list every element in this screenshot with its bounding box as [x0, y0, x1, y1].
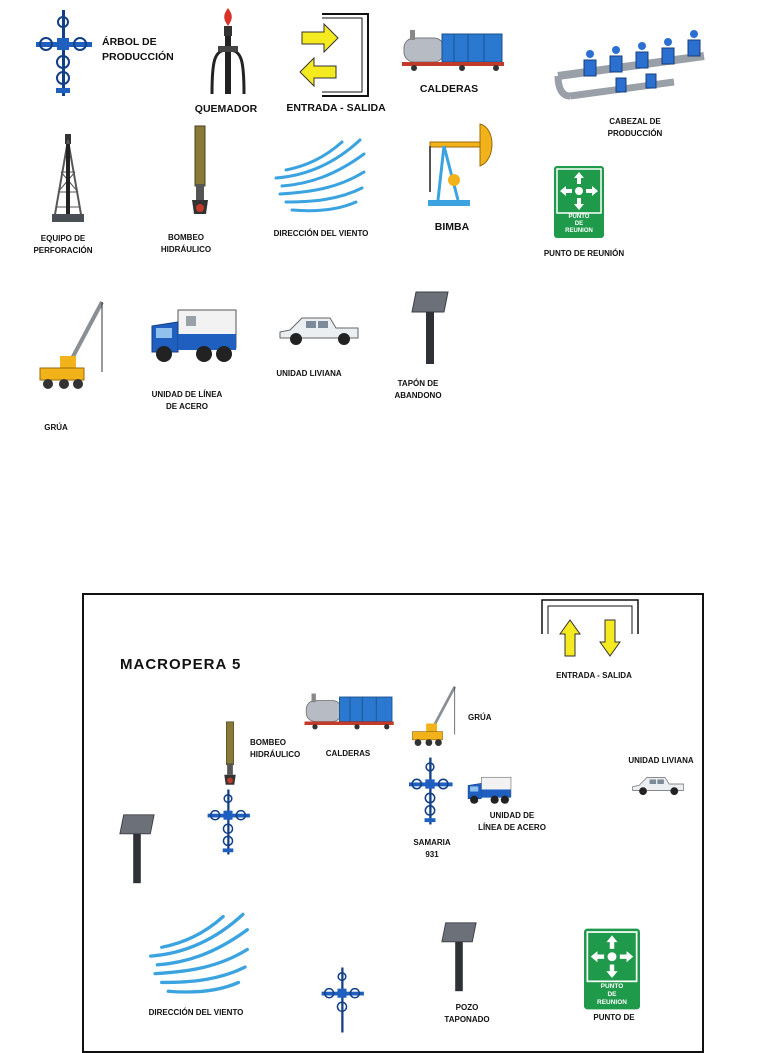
map-tapon-icon-left	[118, 812, 156, 886]
map-unidad-acero-icon	[466, 774, 512, 806]
map-entrada-salida-label: ENTRADA - SALIDA	[556, 671, 632, 680]
map-bombeo-icon	[220, 716, 240, 792]
legend-equipo-icon	[48, 132, 88, 224]
legend-cabezal-icon	[554, 26, 710, 106]
map-unidad-liviana-icon	[630, 772, 686, 796]
map-pozo-label: POZO TAPONADO	[444, 1003, 490, 1024]
legend-entrada-salida-label: ENTRADA - SALIDA	[286, 102, 386, 114]
legend-equipo-label: EQUIPO DE PERFORACIÓN	[33, 234, 93, 255]
map-punto-reunion-icon	[584, 928, 640, 1010]
map-viento-label: DIRECCIÓN DEL VIENTO	[148, 1008, 244, 1017]
legend-cabezal-label: CABEZAL DE PRODUCCIÓN	[607, 117, 663, 138]
legend-bimba-icon	[424, 120, 496, 210]
legend-viento-icon	[272, 136, 368, 218]
legend-bombeo-label: BOMBEO HIDRÁULICO	[160, 233, 212, 254]
legend-tapon-icon	[410, 290, 450, 366]
legend-punto-reunion-icon	[554, 166, 604, 238]
map-tapon-icon-pozo	[440, 920, 478, 994]
map-viento-icon	[144, 910, 254, 1000]
legend-viento-label: DIRECCIÓN DEL VIENTO	[273, 229, 369, 238]
legend-unidad-liviana-icon	[276, 310, 362, 346]
map-calderas-label: CALDERAS	[325, 749, 371, 758]
legend-calderas-label: CALDERAS	[419, 83, 479, 95]
legend-quemador-label: QUEMADOR	[194, 103, 258, 115]
map-arbol-icon-2	[316, 966, 368, 1024]
map-grua-label: GRÚA	[468, 713, 492, 722]
legend-arbol-label: ÁRBOL DE PRODUCCIÓN	[102, 36, 174, 63]
legend-tapon-label: TAPÓN DE ABANDONO	[394, 379, 442, 400]
map-grua-icon	[410, 684, 460, 748]
legend-calderas-icon	[402, 26, 506, 74]
map-bombeo-label: BOMBEO HIDRÁULICO	[250, 738, 301, 759]
map-title: MACROPERA 5	[120, 656, 242, 673]
map-samaria-label: SAMARIA 931	[413, 838, 451, 859]
legend-unidad-liviana-label: UNIDAD LIVIANA	[276, 369, 342, 378]
legend-entrada-salida-icon	[298, 12, 372, 98]
legend-grua-label: GRÚA	[44, 423, 68, 432]
map-unidad-acero-label: UNIDAD DE LÍNEA DE ACERO	[478, 811, 546, 832]
map-punto-de-label: PUNTO DE	[593, 1013, 635, 1022]
legend-punto-reunion-label: PUNTO DE REUNIÓN	[543, 249, 625, 258]
legend-bombeo-icon	[186, 124, 214, 218]
legend-unidad-acero-label: UNIDAD DE LÍNEA DE ACERO	[151, 390, 223, 411]
map-sign-text: PUNTO DE REUNION	[597, 983, 627, 1006]
legend-arbol-icon	[30, 8, 96, 98]
legend-sign-text: PUNTO DE REUNION	[565, 214, 593, 234]
map-calderas-icon	[298, 690, 402, 732]
map-unidad-liviana-label: UNIDAD LIVIANA	[628, 756, 694, 765]
legend-bimba-label: BIMBA	[434, 221, 470, 233]
map-arbol-icon-1	[202, 788, 254, 856]
legend-unidad-acero-icon	[148, 304, 238, 366]
map-arbol-icon-samaria	[404, 756, 456, 826]
map-entrada-salida-icon	[540, 598, 640, 660]
legend-grua-icon	[38, 298, 108, 392]
legend-quemador-icon	[206, 6, 250, 96]
